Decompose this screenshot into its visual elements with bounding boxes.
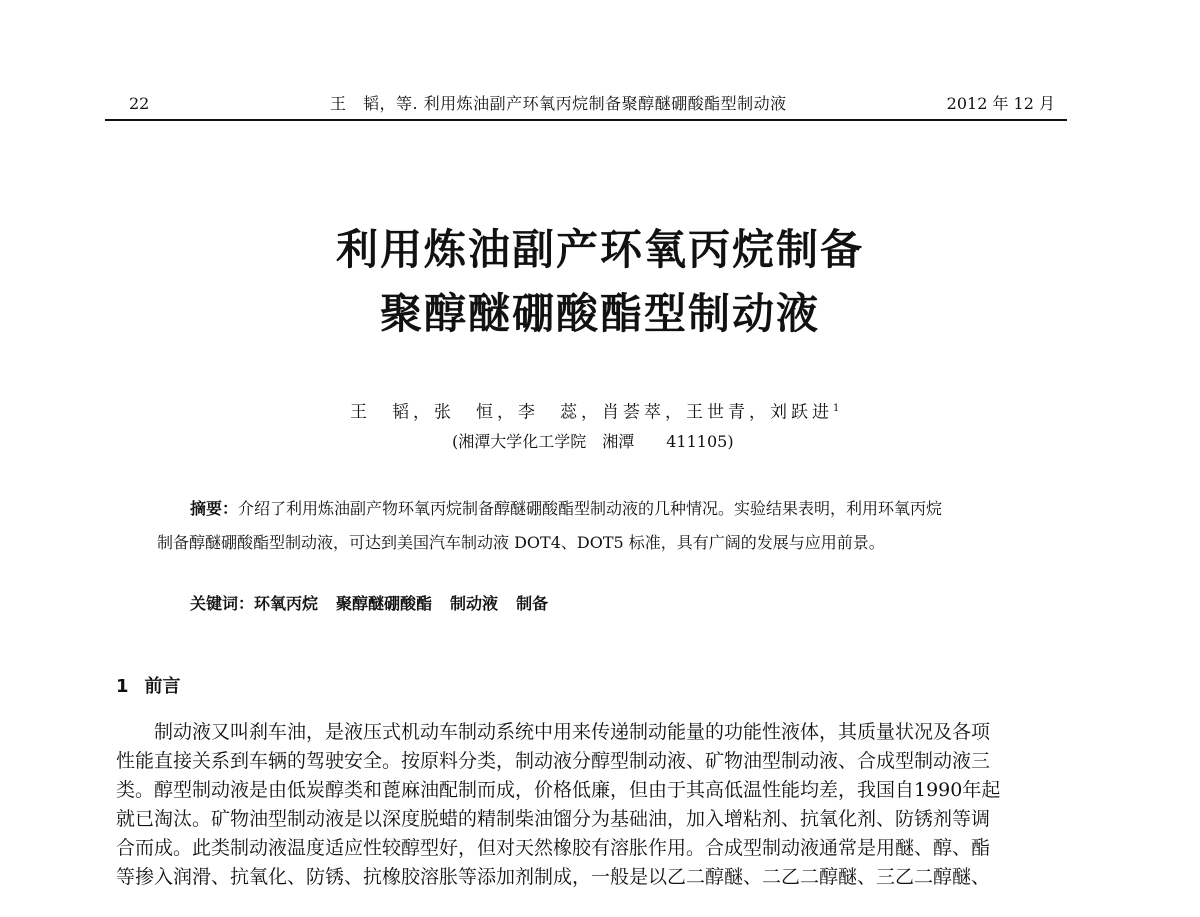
body-line: 就已淘汰。矿物油型制动液是以深度脱蜡的精制柴油馏分为基础油，加入增粘剂、抗氧化剂、防锈剂等调 bbox=[116, 808, 991, 830]
body-line: 制动液又叫刹车油，是液压式机动车制动系统中用来传递制动能量的功能性液体，其质量状况及各项 bbox=[154, 721, 991, 743]
abstract-line-1 bbox=[157, 492, 1057, 526]
running-head-title: 王 韬，等. 利用炼油副产环氧丙烷制备聚醇醚硼酸酯型制动液 bbox=[330, 94, 787, 113]
keyword-item: 聚醇醚硼酸酯 bbox=[336, 594, 433, 613]
body-line: 类。醇型制动液是由低炭醇类和蓖麻油配制而成，价格低廉，但由于其高低温性能均差，我国自1990年起 bbox=[116, 779, 1001, 801]
issue-date: 2012 年 12 月 bbox=[946, 94, 1055, 113]
abstract-text-1: 介绍了利用炼油副产物环氧丙烷制备醇醚硼酸酯型制动液的几种情况。实验结果表明，利用环氧丙烷 bbox=[238, 499, 943, 518]
paper-title-line-2: 聚醇醚硼酸酯型制动液 bbox=[379, 289, 820, 338]
keyword-item: 制动液 bbox=[450, 594, 499, 613]
section-title: 前言 bbox=[144, 676, 181, 697]
keywords-label: 关键词： bbox=[190, 594, 255, 613]
section-heading bbox=[116, 672, 181, 702]
keywords bbox=[190, 591, 566, 617]
author-names: 王 韬，张 恒，李 蕊，肖荟萃，王世青，刘跃进 bbox=[350, 402, 833, 423]
keyword-item: 制备 bbox=[516, 594, 549, 613]
header-rule bbox=[105, 119, 1067, 121]
body-line: 合而成。此类制动液温度适应性较醇型好，但对天然橡胶有溶胀作用。合成型制动液通常是用醚、醇、酯 bbox=[116, 837, 991, 859]
body-paragraph bbox=[116, 718, 1106, 892]
section-number: 1 bbox=[116, 676, 129, 697]
affiliation: (湘潭大学化工学院 湘潭 411105) bbox=[452, 432, 734, 451]
paper-title-line-1: 利用炼油副产环氧丙烷制备 bbox=[335, 225, 864, 274]
page-number: 22 bbox=[129, 94, 150, 113]
body-line: 等掺入润滑、抗氧化、防锈、抗橡胶溶胀等添加剂制成，一般是以乙二醇醚、二乙二醇醚、三乙二醇醚、 bbox=[116, 866, 991, 888]
abstract bbox=[157, 492, 1057, 560]
body-line: 性能直接关系到车辆的驾驶安全。按原料分类，制动液分醇型制动液、矿物油型制动液、合成型制动液三 bbox=[116, 750, 991, 772]
abstract-line-2: 制备醇醚硼酸酯型制动液，可达到美国汽车制动液 DOT4、DOT5 标准，具有广阔的发展与应用前景。 bbox=[157, 533, 885, 552]
corresponding-author-marker: 1 bbox=[833, 403, 840, 414]
running-head bbox=[105, 92, 1065, 116]
abstract-label: 摘要： bbox=[190, 499, 239, 518]
keyword-item: 环氧丙烷 bbox=[254, 594, 319, 613]
author-list bbox=[350, 396, 839, 426]
